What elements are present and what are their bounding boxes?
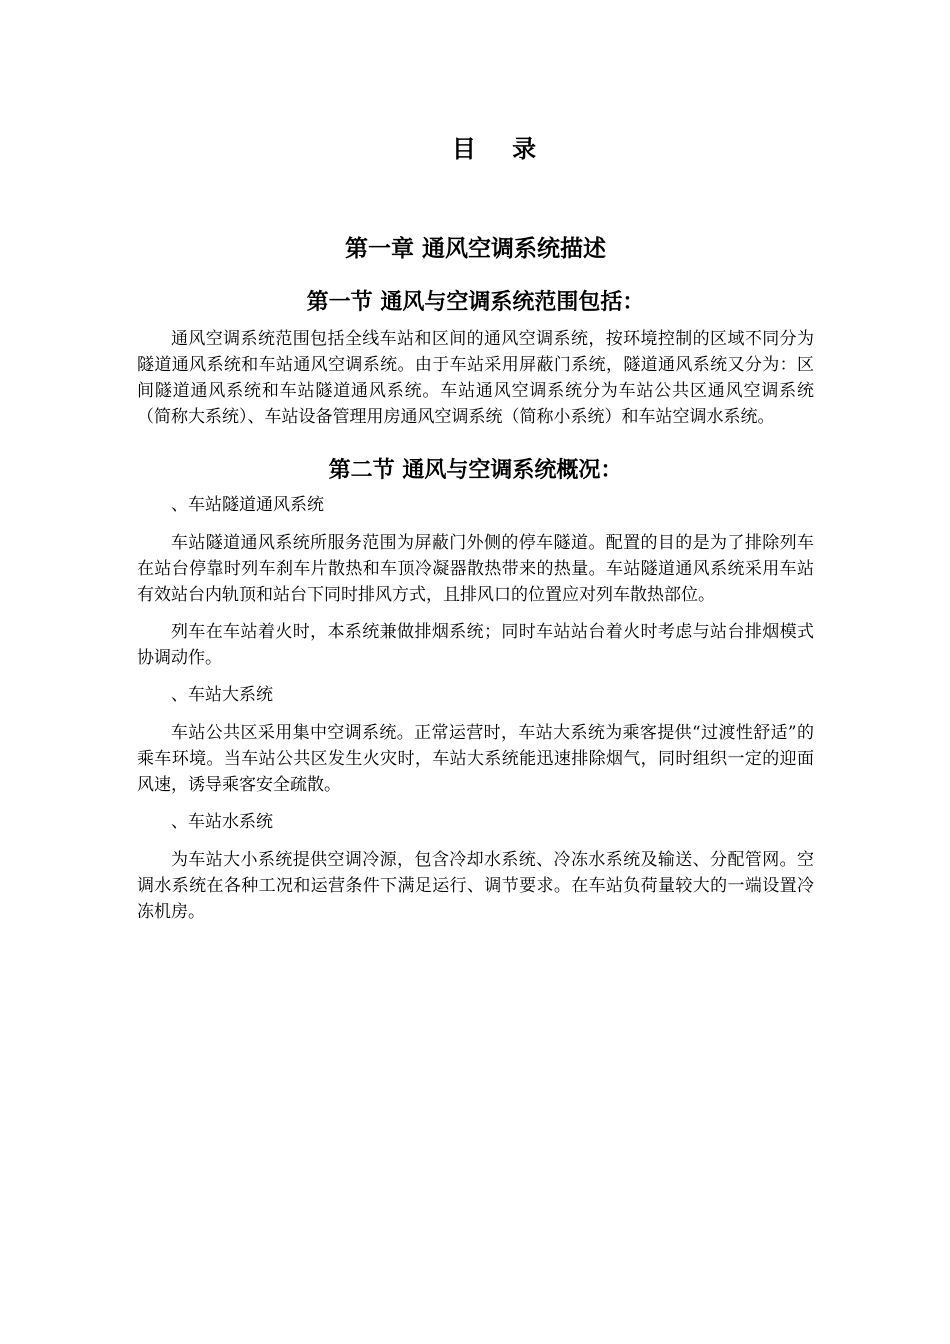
section1-title: 第一节 通风与空调系统范围包括：	[306, 290, 645, 315]
water-system-paragraph: 为车站大小系统提供空调冷源，包含冷却水系统、冷冻水系统及输送、分配管网。空调水系统在各种工况和运营条件下满足运行、调节要求。在车站负荷量较大的一端设置冷冻机房。	[137, 850, 814, 922]
toc-title: 目 录	[451, 135, 551, 163]
section1-paragraph: 通风空调系统范围包括全线车站和区间的通风空调系统，按环境控制的区域不同分为隧道通风系统和车站通风空调系统。由于车站采用屏蔽门系统，隧道通风系统又分为：区间隧道通风系统和车站隧道通风系统。车站通风空调系统分为车站公共区通风空调系统（简称大系统）、车站设备管理用房通风空调系统（简称小系统）和车站空调水系统。	[137, 329, 814, 427]
subsection-heading-tunnel: 、车站隧道通风系统	[171, 495, 324, 515]
subsection-heading-water-system: 、车站水系统	[171, 812, 273, 832]
chapter-title: 第一章 通风空调系统描述	[344, 236, 606, 262]
document-body	[137, 232, 814, 936]
tunnel-paragraph-1: 车站隧道通风系统所服务范围为屏蔽门外侧的停车隧道。配置的目的是为了排除列车在站台停靠时列车刹车片散热和车顶冷凝器散热带来的热量。车站隧道通风系统采用车站有效站台内轨顶和站台下同时排风方式，且排风口的位置应对列车散热部位。	[137, 533, 814, 605]
large-system-paragraph: 车站公共区采用集中空调系统。正常运营时，车站大系统为乘客提供“过渡性舒适”的乘车环境。当车站公共区发生火灾时，车站大系统能迅速排除烟气，同时组织一定的迎面风速，诱导乘客安全疏散。	[137, 723, 814, 795]
subsection-heading-large-system: 、车站大系统	[171, 685, 273, 705]
section2-title: 第二节 通风与空调系统概况：	[328, 458, 623, 483]
tunnel-paragraph-2: 列车在车站着火时，本系统兼做排烟系统；同时车站站台着火时考虑与站台排烟模式协调动作。	[137, 622, 814, 668]
